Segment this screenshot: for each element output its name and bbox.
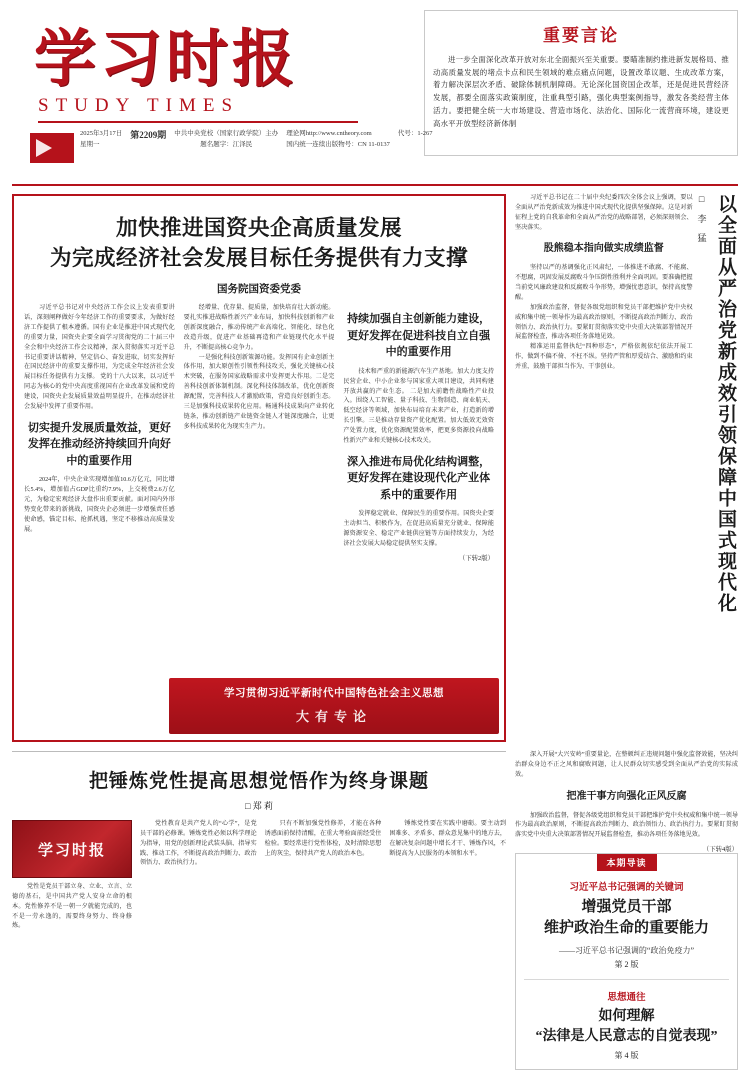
lead-col2-para2: 一是强化科技创新策源功能。发挥国有企业创新主体作用，加大原创性引领性科技攻关，强化关键核心技术突破，在服务国家战略需求中发挥更大作用。二是完善科技创新体制机制。深化科技体制改革，优化创新资源配置，完善科技人才激励政策，营造良好创新生态。三是加强科技成果转化应用。畅通科技成果向产业转化链条，推动创新链产业链资金链人才链深度融合，让更多科技成果转化为现实生产力。 — [183, 354, 335, 430]
lead-col2-para1: 经增量、优存量、提质量，加快培育壮大新动能。要扎实推进战略性新兴产业布局，加快科技创新和产业创新深度融合，推动传统产业高端化、智能化、绿色化改造升级，促进产业基础再造和产业链现代化水平提升，不断提高核心竞争力。 — [183, 305, 335, 351]
right-article-body — [515, 194, 693, 742]
guide-page-1: 第 2 版 — [614, 959, 639, 969]
masthead-stamp-graphic: 学习时报 — [12, 820, 132, 878]
promo-line-1: 学习贯彻习近平新时代中国特色社会主义思想 — [224, 688, 444, 699]
right-article-jump-note: （下转4版） — [702, 846, 738, 854]
publication-weekday: 星期一 — [80, 140, 100, 148]
lead-col3-para2: 发挥稳定就业、保障民生的重要作用。国资央企要主动担当、积极作为，在促进高质量充分就业、保障能源资源安全、稳定产业链供应链等方面持续发力，为经济社会发展大局稳定提供坚实支撑。 — [343, 511, 495, 547]
lead-col3-para1: 技术和严重的新能源汽车生产基地。加大力度支持民营企业、中小企业参与国家重大项目建设，共同构建开放共赢的产业生态。 二是加大前瞻性战略性产业投入。围绕人工智能、量子科技、生物制造、商业航天、低空经济等领域，加快布局培育未来产业，打造新的增长引擎。三是推动存量资产优化配置。加大低效无效资产处置力度，优化资源配置效率，把更多资源投向战略性新兴产业和关键核心技术攻关。 — [343, 368, 495, 444]
publication-date: 2025年3月17日 — [80, 130, 123, 138]
postcode: 代号：1-267 — [397, 130, 433, 138]
right-para-2: 坚持以严的基调强化正风肃纪，一体推进不敢腐、不能腐、不想腐，巩固发展反腐败斗争压倒性胜利并全面巩固。要准确把握当前党风廉政建设和反腐败斗争形势，增强忧患意识，保持高度警醒。 — [515, 265, 693, 302]
issue-guide-box — [515, 853, 738, 1070]
guide-kicker-2[interactable]: 思想通往 — [607, 992, 646, 1003]
guide-page-2: 第 4 版 — [614, 1051, 639, 1061]
lead-column-2 — [184, 304, 335, 561]
lead-column-1 — [24, 304, 175, 561]
bottom-column-3 — [265, 820, 382, 932]
calligraphy-credit: 题名题字：江泽民 — [200, 140, 253, 148]
bottom-right-column — [515, 751, 738, 1070]
lead-article-byline: 国务院国资委党委 — [217, 284, 301, 296]
bottom-column-4 — [389, 820, 506, 932]
lead-col1-para1: 习近平总书记对中央经济工作会议上发表重要讲话，深刻阐释做好今年经济工作的重要要求，为做好经济工作提供了根本遵循。国有企业是推进中国式现代化的重要力量，国资央企要全面学习贯彻党的二十届三中全会和中央经济工作会议精神，深入贯彻落实习近平总书记重要讲话精神，坚定信心、奋发进取，切实发挥好在国民经济中的重要支撑作用，为完成全年经济社会发展目标任务提供有力支撑。 党的十八大以来，以习近平同志为核心的党中央高度重视国有企业改革发展和党的建设，国资央企发展质量效益明显提升，在推动经济社会发展中发挥了重要作用。 — [24, 305, 175, 410]
bottom-article-byline: □ 郑 莉 — [245, 801, 273, 811]
bottom-col1-text: 党性是党员干部立身、立业、立言、立德的基石，是中国共产党人安身立命的根本。党性修养不是一朝一夕就能完成的，也不是一劳永逸的，需要终身努力、终身修炼。 — [12, 884, 132, 930]
publisher: 中共中央党校（国家行政学院）主办 — [174, 130, 279, 138]
bottom-col3-text: 只有不断加强党性修养，才能在各种诱惑面前保持清醒，在重大考验面前经受住检验。要经常进行党性体检，及时清除思想上的灰尘，保持共产党人的政治本色。 — [264, 821, 382, 857]
guide-title-1-line1: 增强党员干部 — [581, 899, 672, 916]
lead-heading-1: 切实提升发展质量效益，更好发挥在推动经济持续回升向好中的重要作用 — [27, 421, 171, 467]
lead-title-line1: 加快推进国资央企高质量发展 — [115, 216, 402, 240]
masthead-postcode-block — [398, 129, 433, 163]
guide-title-2-line1: 如何理解 — [598, 1008, 655, 1024]
guide-subtitle-1: ——习近平总书记强调的“政治免疫力” — [558, 945, 695, 955]
lead-heading-3: 深入推进布局优化结构调整，更好发挥在建设现代化产业体系中的重要作用 — [347, 455, 491, 501]
bottom-article-columns — [12, 820, 506, 932]
newspaper-logo-cn: 学习时报 — [34, 22, 299, 95]
right-mid-heading-1: 股熊稳本指向做实成绩监督 — [543, 243, 664, 255]
bottom-column-2 — [140, 820, 257, 932]
lead-col1-para2: 2024年，中央企业实现增加值10.6万亿元，同比增长5.4%，增加值占GDP比重约7.9%，上交税费2.6万亿元，为稳定宏观经济大盘作出重要贡献。面对国内外形势变化带来的新挑战，国资央企必须进一步增强责任感使命感，锚定目标、抢抓机遇，坚定不移推动高质量发展。 — [24, 477, 175, 533]
lead-heading-2: 持续加强自主创新能力建设，更好发挥在促进科技自立自强中的重要作用 — [347, 313, 491, 359]
guide-title-2[interactable] — [522, 1007, 731, 1048]
important-statement-box — [424, 10, 738, 156]
lead-column-3 — [343, 304, 494, 561]
lead-article-title — [34, 214, 484, 273]
bottom-zone — [12, 751, 738, 1070]
right-para-5: 深入开展“大兴安岭”重要量论，在整顿纠正违规问题中强化监督效能，坚决纠治群众身边不正之风和腐败问题，让人民群众切实感受到全面从严治党的实际成效。 — [515, 752, 738, 778]
promo-line-2: 大有专论 — [295, 709, 372, 724]
guide-kicker-1[interactable]: 习近平总书记强调的关键词 — [569, 883, 684, 894]
right-article-author: □ 李 猛 — [696, 194, 707, 242]
masthead — [12, 10, 738, 178]
issue-guide-tab: 本期导读 — [596, 854, 656, 871]
lead-article — [12, 194, 506, 742]
masthead-publisher-block — [174, 129, 278, 163]
right-para-1: 习近平总书记在二十届中央纪委四次全体会议上强调，要以全面从严治党新成效为推进中国式现代化提供坚强保障。这是对新征程上党的自我革命和全面从严治党的战略部署，必须深刻领会、坚决落实。 — [515, 195, 693, 231]
right-article — [515, 194, 738, 742]
website: 理论网http://www.cntheory.com — [286, 130, 372, 138]
right-para-4: 精准运用监督执纪“四种形态”，严格依规依纪依法开展工作，做到不偏不倚、不枉不纵。坚持严管和厚爱结合、激励和约束并重，鼓励干部担当作为、干事创业。 — [515, 344, 693, 371]
promo-banner[interactable] — [169, 678, 499, 734]
right-mid-heading-2: 把准干事方向强化正风反腐 — [566, 790, 687, 802]
masthead-issue-block — [130, 129, 166, 163]
right-para-6: 加强政治监督，督促各级党组织和党员干部把维护党中央权威和集中统一领导作为最高政治原则，不断提高政治判断力、政治领悟力、政治执行力。要紧盯贯彻落实党中央重大决策部署情况开展监督检查，推动各项任务落地见效。 — [515, 812, 738, 839]
guide-title-1-line2: 维护政治生命的重要能力 — [543, 920, 709, 937]
right-article-title: 以全面从严治党新成效引领保障中国式现代化 — [715, 194, 736, 614]
right-para-3: 加强政治监督，督促各级党组织和党员干部把维护党中央权威和集中统一领导作为最高政治原则，不断提高政治判断力、政治领悟力、政治执行力。要紧盯贯彻落实党中央重大决策部署情况开展监督检查，推动各项任务落地见效。 — [515, 304, 693, 341]
masthead-date-block — [80, 129, 122, 163]
bottom-article — [12, 751, 506, 1070]
newspaper-logo-en: STUDY TIMES — [38, 95, 358, 123]
lead-article-columns — [24, 304, 494, 561]
lead-jump-note: （下转2版） — [458, 554, 495, 562]
main-zone — [12, 194, 738, 742]
masthead-left — [12, 10, 433, 163]
distribution-number: 国内统一连续出版物号：CN 11-0137 — [286, 140, 390, 148]
bottom-col2-text: 党性教育是共产党人的“心学”，是党员干部的必修课。锤炼党性必须以科学理论为指导，用党的创新理论武装头脑、指导实践、推动工作，不断提高政治判断力、政治领悟力、政治执行力。 — [140, 821, 257, 867]
lead-title-line2: 为完成经济社会发展目标任务提供有力支撑 — [49, 245, 468, 270]
bottom-column-1 — [12, 820, 132, 932]
masthead-registration-block — [286, 129, 390, 163]
masthead-divider — [12, 184, 738, 186]
bottom-col4-text: 锤炼党性要在实践中磨砺。要主动到困难多、矛盾多、群众意见集中的地方去，在解决复杂问题中增长才干、锤炼作风，不断提高为人民服务的本领和水平。 — [389, 821, 507, 857]
important-statement-title: 重要言论 — [543, 26, 619, 45]
guide-title-2-line2: “法律是人民意志的自觉表现” — [535, 1029, 718, 1045]
masthead-meta — [16, 129, 433, 163]
guide-title-1[interactable] — [524, 897, 729, 940]
issue-number: 第2209期 — [130, 130, 167, 141]
flag-icon — [30, 133, 74, 163]
important-statement-body: 进一步全面深化改革开放对东北全面振兴至关重要。要瞄准制约推进新发展格局、推动高质量发展的堵点卡点和民生领域的难点痛点问题，设置改革议题、生成改革方案，着力解决深层次矛盾、破除体制机制障碍。无论深化国资国企改革，还是促进民营经济发展，都要全面落实政策制度，注重典型引路，强化典型案例指导，激发各类经营主体活力。要把健全统一大市场建设、营造市场化、法治化、国际化一流营商环境，建设更高水平开放型经济新体制 — [433, 55, 729, 128]
guide-divider — [524, 979, 729, 980]
bottom-article-title: 把锤炼党性提高思想觉悟作为终身课题 — [88, 771, 429, 792]
